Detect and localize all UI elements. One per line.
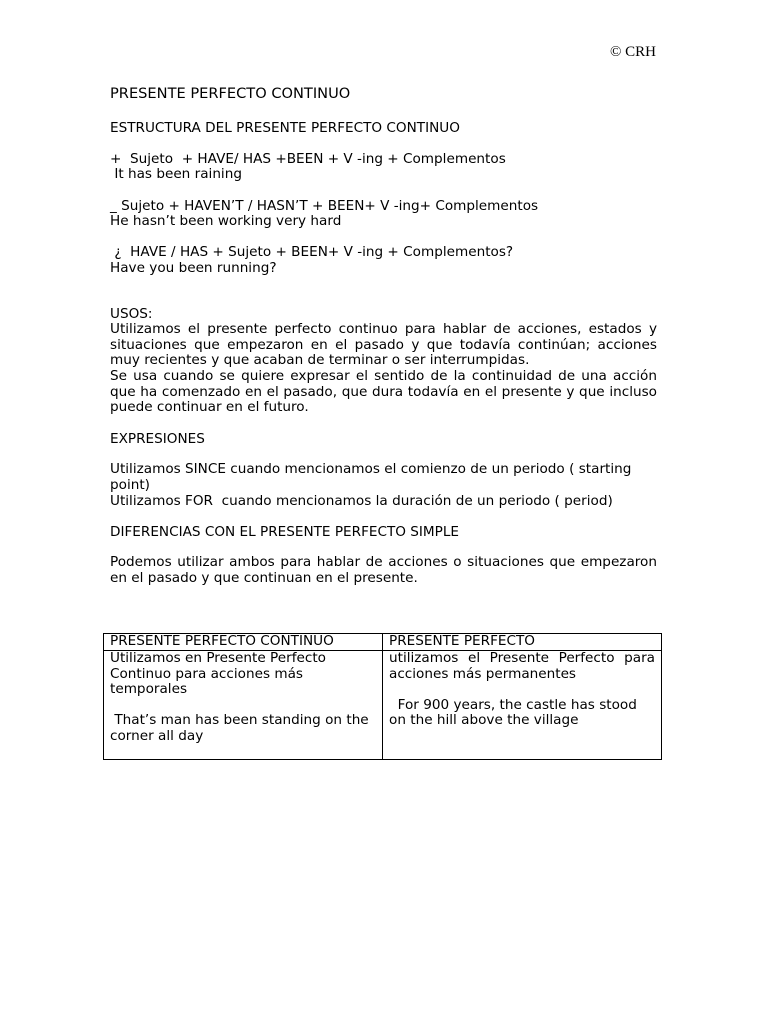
expresiones-heading: EXPRESIONES [110, 431, 205, 447]
table-row [104, 651, 662, 760]
header-cell-continuous: PRESENTE PERFECTO CONTINUO [104, 634, 383, 651]
perfect-description: utilizamos el Presente Perfecto para acciones más permanentes [389, 650, 660, 682]
affirmative-example: It has been raining [110, 166, 242, 182]
continuous-example: That’s man has been standing on the corner all day [110, 712, 374, 744]
table-header-row [104, 634, 662, 651]
cell-perfect [383, 651, 662, 760]
question-example: Have you been running? [110, 260, 277, 276]
perfect-example: For 900 years, the castle has stood on the hill above the village [389, 696, 642, 729]
page-title: PRESENTE PERFECTO CONTINUO [110, 85, 351, 102]
for-text: Utilizamos FOR cuando mencionamos la duración de un periodo ( period) [110, 493, 613, 509]
comparison-table [103, 633, 662, 760]
question-formula: ¿ HAVE / HAS + Sujeto + BEEN+ V -ing + Complementos? [110, 244, 514, 260]
negative-example: He hasn’t been working very hard [110, 213, 342, 229]
continuous-description: Utilizamos en Presente Perfecto Continuo para acciones más temporales [110, 650, 331, 698]
cell-continuous [104, 651, 383, 760]
negative-formula: _ Sujeto + HAVEN’T / HASN’T + BEEN+ V -ing+ Complementos [110, 198, 539, 214]
since-text: Utilizamos SINCE cuando mencionamos el comienzo de un periodo ( starting point) [110, 461, 632, 493]
copyright-notice: © CRH [610, 44, 656, 60]
usos-paragraph-2: Se usa cuando se quiere expresar el sentido de la continuidad de una acción que ha comenzado en el pasado, que dura todavía en el presente y que incluso puede continuar en el futuro. [110, 368, 657, 416]
diferencias-paragraph: Podemos utilizar ambos para hablar de acciones o situaciones que empezaron en el pasado y que continuan en el presente. [110, 554, 657, 586]
usos-heading: USOS: [110, 306, 153, 322]
structure-heading: ESTRUCTURA DEL PRESENTE PERFECTO CONTINUO [110, 120, 460, 136]
header-cell-perfect: PRESENTE PERFECTO [383, 634, 662, 651]
usos-paragraph-1: Utilizamos el presente perfecto continuo para hablar de acciones, estados y situaciones que empezaron en el pasado y que todavía continúan; acciones muy recientes y que acaban de terminar o ser interrumpidas. [110, 321, 657, 369]
affirmative-formula: + Sujeto + HAVE/ HAS +BEEN + V -ing + Complementos [110, 151, 506, 167]
diferencias-heading: DIFERENCIAS CON EL PRESENTE PERFECTO SIMPLE [110, 524, 460, 540]
